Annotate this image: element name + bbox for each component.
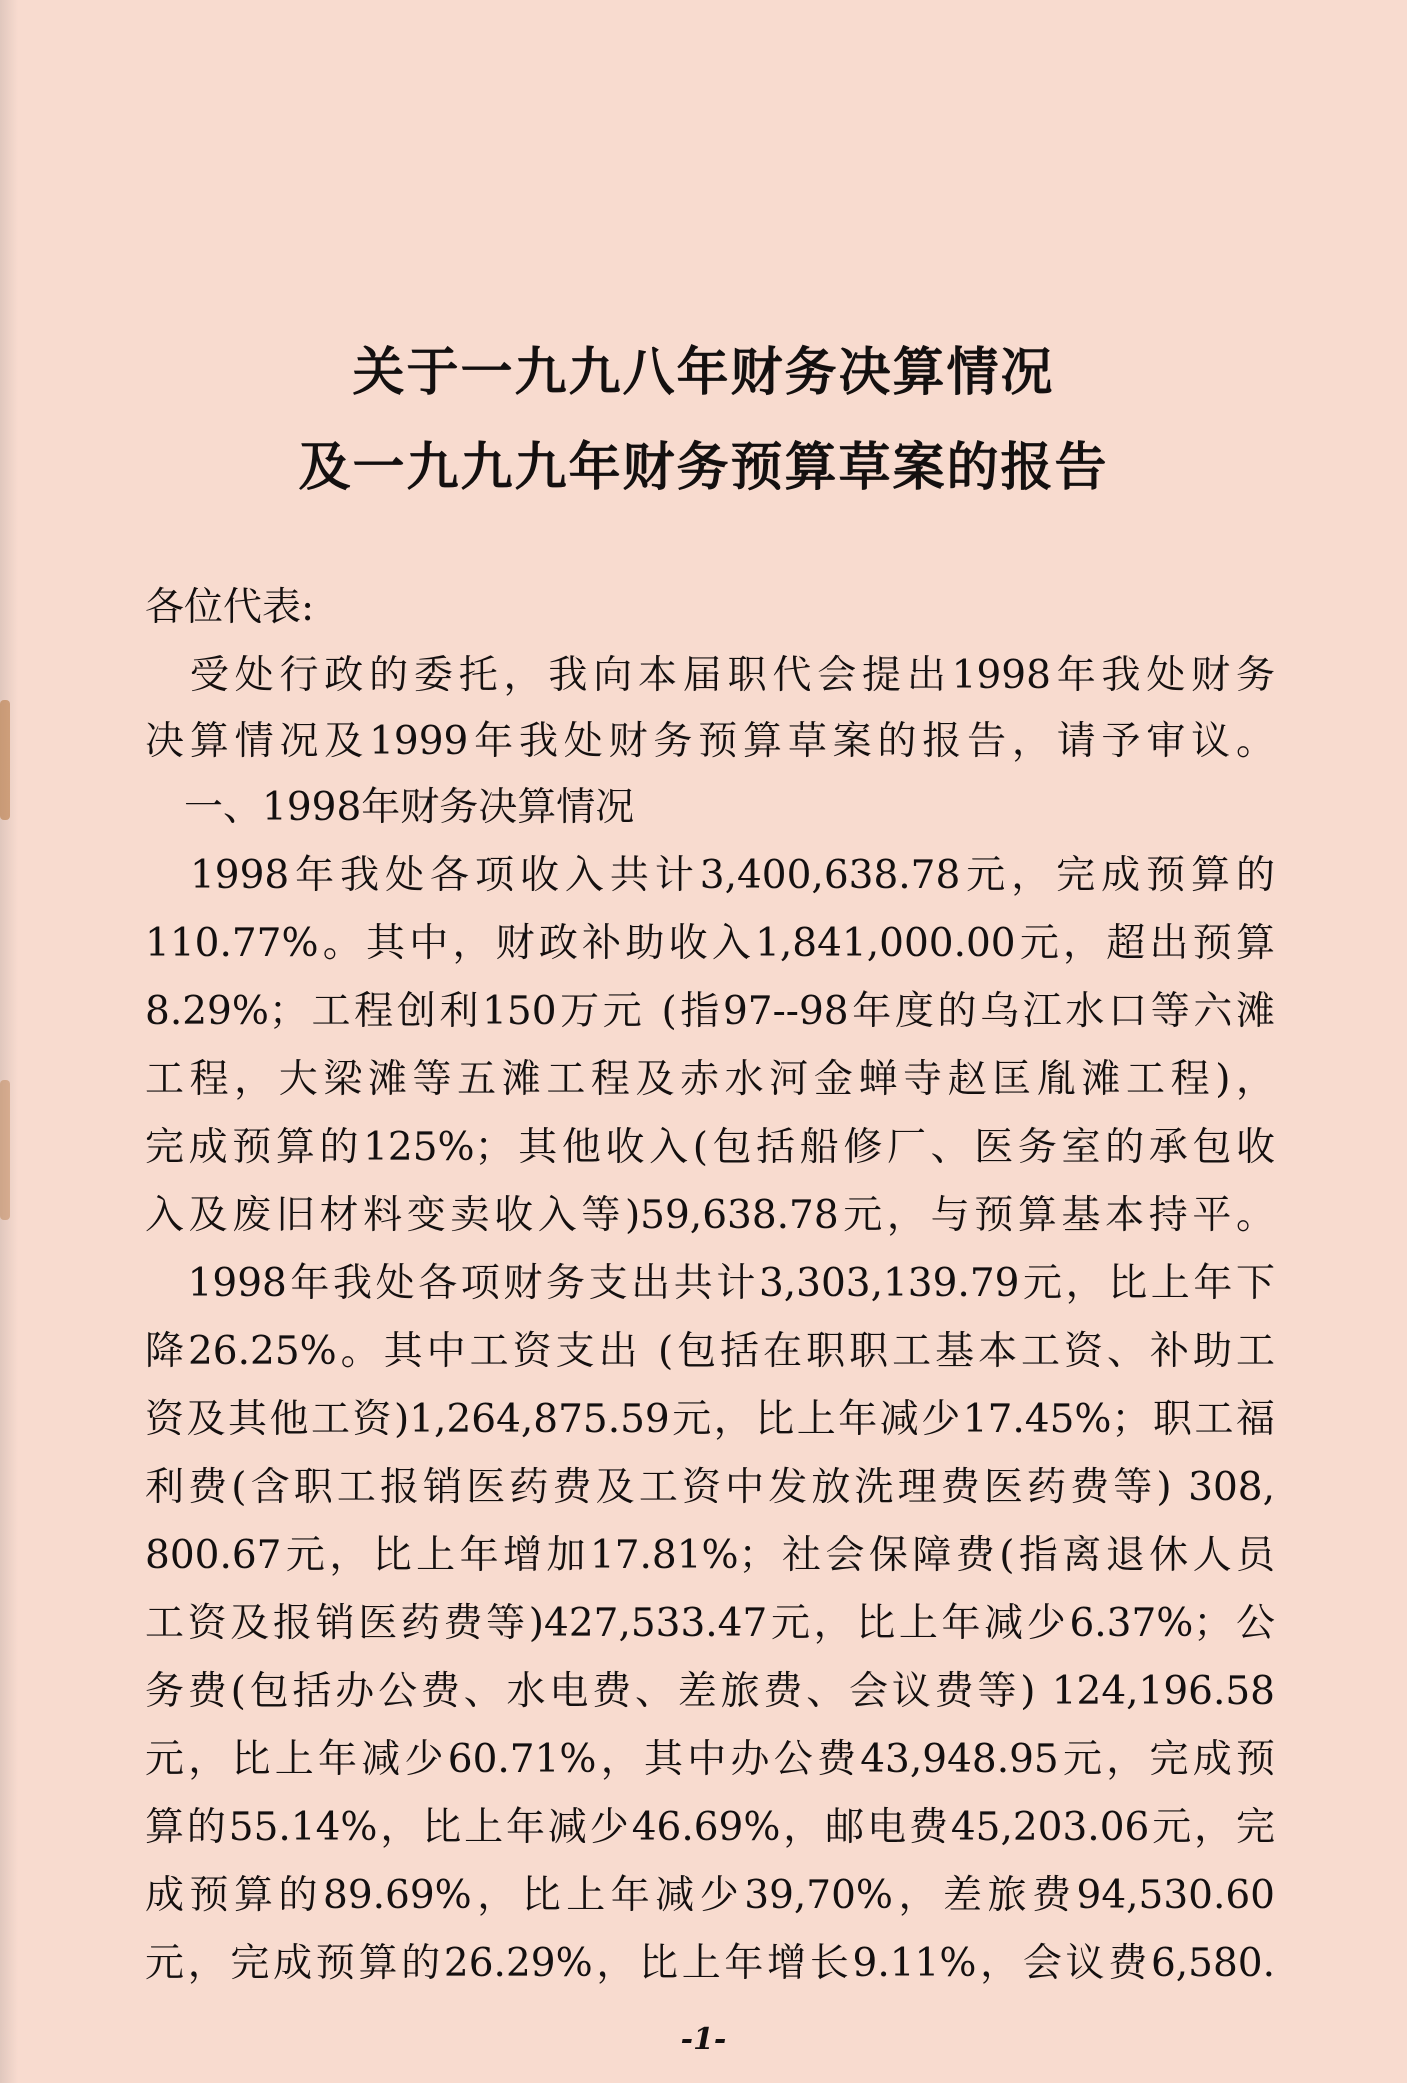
body-line: 完成预算的125%；其他收入(包括船修厂、医务室的承包收 [145, 1125, 1275, 1170]
body-line: 降26.25%。其中工资支出 (包括在职职工基本工资、补助工 [145, 1329, 1275, 1374]
body-line: 元，比上年减少60.71%，其中办公费43,948.95元，完成预 [145, 1737, 1275, 1782]
page-number: -1- [680, 2022, 727, 2057]
binding-stain [0, 1080, 10, 1220]
section-heading: 一、1998年财务决算情况 [145, 785, 635, 830]
document-title-line-2: 及一九九九年财务预算草案的报告 [298, 438, 1109, 498]
body-line: 8.29%；工程创利150万元 (指97--98年度的乌江水口等六滩 [145, 989, 1275, 1034]
body-line: 800.67元，比上年增加17.81%；社会保障费(指离退休人员 [145, 1533, 1275, 1578]
salutation: 各位代表: [145, 585, 315, 630]
body-line: 元，完成预算的26.29%，比上年增长9.11%，会议费6,580. [145, 1941, 1275, 1986]
body-line: 成预算的89.69%，比上年减少39,70%，差旅费94,530.60 [145, 1873, 1275, 1918]
body-line: 决算情况及1999年我处财务预算草案的报告，请予审议。 [145, 719, 1275, 764]
binding-stain [0, 700, 10, 820]
page-edge-shadow [0, 0, 18, 2083]
body-line: 工资及报销医药费等)427,533.47元，比上年减少6.37%；公 [145, 1601, 1275, 1646]
body-line: 受处行政的委托，我向本届职代会提出1998年我处财务 [145, 653, 1275, 698]
body-line: 算的55.14%，比上年减少46.69%，邮电费45,203.06元，完 [145, 1805, 1275, 1850]
body-line: 资及其他工资)1,264,875.59元，比上年减少17.45%；职工福 [145, 1397, 1275, 1442]
body-line: 110.77%。其中，财政补助收入1,841,000.00元，超出预算 [145, 921, 1275, 966]
document-title-line-1: 关于一九九八年财务决算情况 [352, 343, 1055, 403]
body-line: 1998年我处各项收入共计3,400,638.78元，完成预算的 [145, 853, 1275, 898]
body-line: 1998年我处各项财务支出共计3,303,139.79元，比上年下 [145, 1261, 1275, 1306]
body-line: 利费(含职工报销医药费及工资中发放洗理费医药费等) 308, [145, 1465, 1275, 1510]
body-line: 务费(包括办公费、水电费、差旅费、会议费等) 124,196.58 [145, 1669, 1275, 1714]
body-line: 工程，大梁滩等五滩工程及赤水河金蝉寺赵匡胤滩工程)， [145, 1057, 1275, 1102]
body-line: 入及废旧材料变卖收入等)59,638.78元，与预算基本持平。 [145, 1193, 1275, 1238]
